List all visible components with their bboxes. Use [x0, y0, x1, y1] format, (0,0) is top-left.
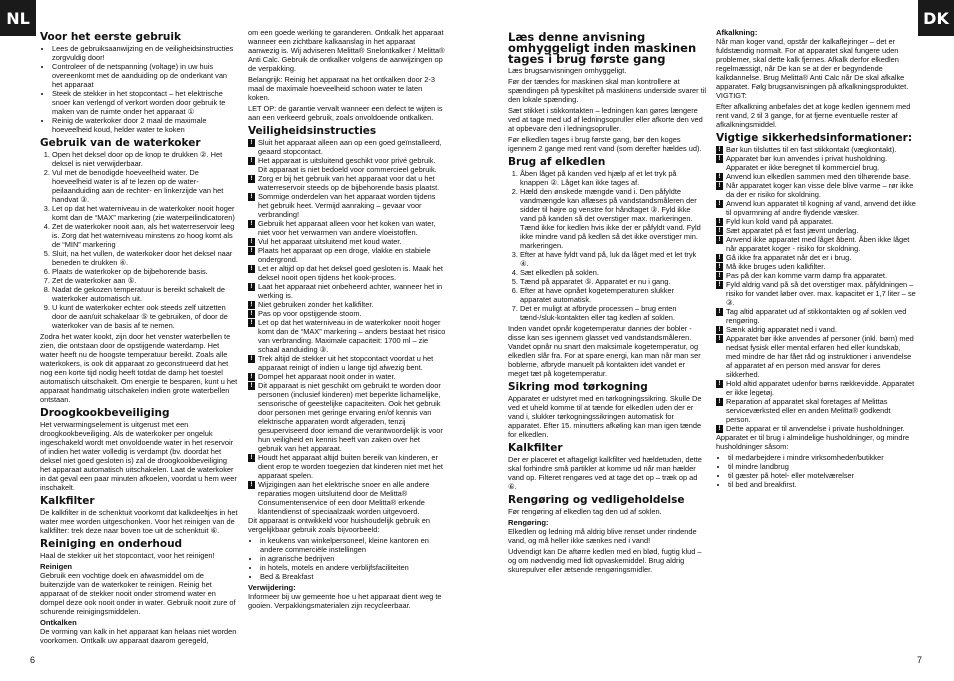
warning-item [248, 354, 446, 372]
paragraph: De kalkfilter in de schenktuit voorkomt dat kalkdeeltjes in het water mee worden uitgeschonken. Voor het reinigen van de kalkfilter: trek deze naar boven toe uit de schenktuit ⑥. [40, 508, 238, 535]
warning-icon: ! [716, 281, 723, 289]
paragraph: Gebruik een vochtige doek en afwasmiddel om de buitenzijde van de waterkoker te reinigen. Reinig het apparaat of de stekker nooit onder stromend water en dompel deze ook nooit onder in water. Gebruik nooit zure of schurende reinigingsmiddelen. [40, 571, 236, 616]
warning-icon: ! [716, 263, 723, 271]
warning-text: Anvend ikke apparatet med låget åbent. Åben ikke låget når apparatet koger - risiko for skoldning. [726, 235, 910, 253]
warning-item [248, 174, 446, 192]
warning-icon: ! [716, 218, 723, 226]
list-item: 4. Zet de waterkoker nooit aan, als het waterreservoir leeg is. Zorg dat het waterniveau minstens zo hoog komt als de “MIN” markering [52, 222, 238, 249]
warning-text: Fyld kun kold vand på apparatet. [726, 217, 834, 226]
warning-item [248, 156, 446, 174]
warning-text: Anvend kun apparatet til kogning af vand, anvend det ikke til opvarmning af andre flydende væsker. [726, 199, 916, 217]
warning-text: Sænk aldrig apparatet ned i vand. [726, 325, 837, 334]
list-item: 4. Sæt elkedlen på soklen. [520, 268, 706, 277]
paragraph: Efter afkalkning anbefales det at koge kedlen igennem med rent vand, 2 til 3 gange, for at fjerne eventuelle rester af afkalkningsmiddel. [716, 102, 911, 129]
warning-text: Dette apparat er til anvendelse i private husholdninger. [726, 424, 905, 433]
paragraph: Apparatet er udstyret med en tørkogningssikring. Skulle De ved et uheld komme til at tænde for elkedlen uden der er vand i, slukker tørkogningssikringen automatisk for apparatet. Efter 15. minutters afkøling kan man igen tænde for elkedlen. [508, 394, 702, 439]
column-dk-1 [508, 28, 706, 646]
warning-text: Laat het apparaat niet onbeheerd achter, wanneer het in werking is. [258, 282, 443, 300]
warning-item [248, 300, 446, 309]
list-item: 6. Efter at have opnået kogetemperaturen slukker apparatet automatisk. [520, 286, 706, 304]
list-item: 9. U kunt de waterkoker echter ook steeds zelf uitzetten door de aan/uit schakelaar ⑤ te gebruiken, of door de waterkoker van de basis af te nemen. [52, 303, 238, 330]
list-item: 5. Sluit, na het vullen, de waterkoker door het deksel naar beneden te drukken ④. [52, 249, 238, 267]
paragraph: Udvendigt kan De aftørre kedlen med en blød, fugtig klud – og om nødvendig med lidt opvaskemiddel. Brug aldrig skurepulver eller ætsende rengøringsmidler. [508, 547, 702, 574]
warning-icon: ! [716, 254, 723, 262]
list-item: 1. Open het deksel door op de knop te drukken ②. Het deksel is niet verwijderbaar. [52, 150, 238, 168]
column-nl-1 [40, 28, 238, 646]
section-heading: Læs denne anvisning omhyggeligt inden maskinen tages i brug første gang [508, 30, 697, 66]
list-item: 1. Åben låget på kanden ved hjælp af et let tryk på knappen ②. Låget kan ikke tages af. [520, 169, 706, 187]
warning-icon: ! [716, 380, 723, 388]
list-item: 5. Tænd på apparatet ⑤. Apparatet er nu i gang. [520, 277, 706, 286]
warning-item [248, 192, 446, 219]
warning-text: Gebruik het apparaat alleen voor het koken van water, niet voor het verwarmen van andere vloeistoffen. [258, 219, 436, 237]
warning-item [716, 154, 916, 172]
section-heading: Reiniging en onderhoud [40, 538, 183, 550]
warning-text: Plaats het apparaat op een droge, vlakke en stabiele ondergrond. [258, 246, 431, 264]
list-item: • til gæster på hotel- eller motelværelser [728, 471, 916, 480]
warning-icon: ! [248, 454, 255, 462]
list-item: • til medarbejdere i mindre virksomheder/butikker [728, 453, 916, 462]
list-item: • til bed and breakfirst. [728, 480, 916, 489]
warning-item [716, 271, 916, 280]
warning-text: Niet gebruiken zonder het kalkfilter. [258, 300, 374, 309]
warning-icon: ! [716, 182, 723, 190]
subheading: Verwijdering: [248, 583, 296, 592]
column-nl-2 [248, 28, 446, 646]
warning-text: Houdt het apparaat altijd buiten bereik van kinderen, er dient erop te worden toegezien dat kinderen niet met het apparaat spelen. [258, 453, 443, 480]
paragraph: Før der tændes for maskinen skal man kontrollere at spændingen på typeskiltet på maskinens underside svarer til den lokale spænding. [508, 77, 706, 104]
column-dk-2 [716, 28, 916, 646]
warning-item [716, 235, 916, 253]
warning-text: Pas på der kan komme varm damp fra apparatet. [726, 271, 888, 280]
warning-item [716, 307, 916, 325]
paragraph: Het verwarmingselement is uitgerust met een droogkookbeveiliging. Als de waterkoker per ongeluk ingeschakeld wordt met onvoldoende water in het reservoir of indien het water volledig is verdampt (bv. doordat het deksel niet goed gesloten is) zal de droogkookbeveiliging het apparaat automatisch uitschakelen. Laat de waterkoker in dat geval een paar minuten afkoelen, voordat u hem weer inschakelt. [40, 420, 237, 492]
paragraph: LET OP: de garantie vervalt wanneer een defect te wijten is aan een verkeerd gebruik, zoals onvoldoende ontkalken. [248, 104, 443, 122]
warning-item [248, 237, 446, 246]
paragraph: Zodra het water kookt, zijn door het venster waterbellen te zien, die ontstaan door de opstijgende waterdamp. Het water heeft nu de hoogste temperatuur bereikt. Zoals alle waterkokers, is ook dit apparaat zo geconstrueerd dat het nog een korte tijd nodig heeft totdat de damp het toestel automatisch uitschakelt. Om energie te besparen, kunt u het apparaat handmatig uitschakelen indien grote waterbellen ontstaan. [40, 332, 238, 404]
warning-icon: ! [248, 238, 255, 246]
warning-icon: ! [716, 227, 723, 235]
warning-icon: ! [716, 425, 723, 433]
warning-item [248, 282, 446, 300]
list-item: • Controleer of de netspanning (voltage) in uw huis overeenkomt met de aanduiding op de onderkant van het apparaat [52, 62, 238, 89]
warning-icon: ! [248, 157, 255, 165]
warning-item [716, 226, 916, 235]
list-item: • in hotels, motels en andere verblijfsfaciliteiten [260, 563, 446, 572]
warning-icon: ! [716, 326, 723, 334]
warning-icon: ! [248, 283, 255, 291]
subheading: Ontkalken [40, 618, 77, 627]
paragraph: Læs brugsanvisningen omhyggeligt. [508, 66, 627, 75]
warning-icon: ! [716, 236, 723, 244]
section-heading: Veiligheidsinstructies [248, 125, 377, 137]
warning-icon: ! [716, 200, 723, 208]
paragraph: Apparatet er til brug i almindelige husholdninger, og mindre husholdninger såsom: [716, 433, 910, 451]
list-item: • til mindre landbrug [728, 462, 916, 471]
paragraph: De vorming van kalk in het apparaat kan helaas niet worden voorkomen. Ontkalk uw apparaat daarom geregeld, [40, 627, 237, 645]
warning-text: Fyld aldrig vand på så det overstiger max. påfyldningen – risiko for vandet løber over. max. kapacitet er 1,7 liter – se ③. [726, 280, 916, 307]
subheading: Rengøring: [508, 518, 549, 527]
list-item: 6. Plaats de waterkoker op de bijbehorende basis. [52, 267, 238, 276]
list-item: 2. Vul met de benodigde hoeveelheid water. De hoeveelheid water is af te lezen op de water-peilaanduiding aan de rechter- en linkerzijde van het handvat ③. [52, 168, 238, 204]
subheading: Afkalkning: [716, 28, 758, 37]
paragraph: Inden vandet opnår kogetemperatur dannes der bobler - disse kan ses igennem glasset ved vandstandsmåleren. Vandet opnår nu snart den maksimale kogetemperatur, og elkedlen slår fra. For at spare energi, kan man når man ser boblerne, afbryde manuelt på kontakten idet vandet er meget tæt på kogetemperatur. [508, 324, 701, 378]
warning-icon: ! [248, 382, 255, 390]
paragraph: om een goede werking te garanderen. Ontkalk het apparaat wanneer een zichtbare kalkaanslag in het apparaat aanwezig is. Wij adviseren Melitta® Snelontkalker / Melitta® Anti Calc. Gebruik de ontkalker volgens de aanwijzingen op de verpakking. [248, 28, 445, 73]
warning-text: Wijzigingen aan het elektrische snoer en alle andere reparaties mogen uitsluitend door de Melitta® Consumentenservice of een door Melitta® erkende klantendienst of speciaalzaak worden uitgevoerd. [258, 480, 430, 516]
section-heading: Droogkookbeveiliging [40, 407, 170, 419]
warning-text: Apparatet bør ikke anvendes af personer (inkl. børn) med nedsat fysisk eller mental erfaren hed eller kundskab, med mindre de har fået råd og instruktioner i anvendelse af apparatet af en person med ansvar for deres sikkerhed. [726, 334, 914, 379]
warning-text: Zorg er bij het gebruik van het apparaat voor dat u het waterreservoir steeds op de bijbehorende basis plaatst. [258, 174, 440, 192]
list-item: • Bed & Breakfast [260, 572, 446, 581]
warning-icon: ! [248, 139, 255, 147]
warning-icon: ! [248, 373, 255, 381]
page-number-right: 7 [916, 655, 922, 665]
list-item: • Steek de stekker in het stopcontact – het elektrische snoer kan verlengd of verkort worden door gebruik te maken van de ruimte onder het apparaat ① [52, 89, 238, 116]
warning-item [716, 262, 916, 271]
warning-text: Sluit het apparaat alleen aan op een goed geïnstalleerd, geaard stopcontact. [258, 138, 442, 156]
warning-text: Pas op voor opstijgende stoom. [258, 309, 362, 318]
paragraph: Haal de stekker uit het stopcontact, voor het reinigen! [40, 551, 215, 560]
warning-item [716, 172, 916, 181]
section-heading: Brug af elkedlen [508, 156, 606, 168]
subheading: Reinigen [40, 562, 73, 571]
list-item: 8. Nadat de gekozen temperatuur is bereikt schakelt de waterkoker automatisch uit. [52, 285, 238, 303]
paragraph: Før elkedlen tages i brug første gang, bør den koges igennem 2 gange med rent vand (som derefter hældes ud). [508, 135, 702, 153]
list-item: 7. Det er muligt at afbryde processen – brug enten tænd-/sluk-kontakten eller tag kedlen af soklen. [520, 304, 706, 322]
warning-icon: ! [248, 193, 255, 201]
warning-item [248, 372, 446, 381]
list-item: 3. Efter at have fyldt vand på, luk da låget med et let tryk ④. [520, 250, 706, 268]
numbered-list [508, 169, 706, 322]
numbered-list [40, 150, 238, 330]
warning-icon: ! [248, 265, 255, 273]
list-item: 7. Zet de waterkoker aan ⑤. [52, 276, 238, 285]
paragraph: Informeer bij uw gemeente hoe u het apparaat dient weg te gooien. Verpakkingsmaterialen zijn recycleerbaar. [248, 592, 442, 610]
warning-text: Hold altid apparatet udenfor børns rækkevidde. Apparatet er ikke legetøj. [726, 379, 915, 397]
warning-icon: ! [248, 247, 255, 255]
warning-text: Reparation af apparatet skal foretages af Melittas serviceværksted eller en anden Melitta® godkendt person. [726, 397, 891, 424]
warning-icon: ! [716, 272, 723, 280]
warning-item [716, 397, 916, 424]
warning-item [716, 181, 916, 199]
language-tab-dk: DK [918, 0, 954, 36]
warning-text: Dompel het apparaat nooit onder in water. [258, 372, 396, 381]
language-tab-nl: NL [0, 0, 36, 36]
warning-text: Trek altijd de stekker uit het stopcontact voordat u het apparaat reinigt of indien u lange tijd afwezig bent. [258, 354, 434, 372]
warning-icon: ! [248, 481, 255, 489]
warning-item [248, 138, 446, 156]
warning-text: Het apparaat is uitsluitend geschikt voor privé gebruik. Dit apparaat is niet bedoeld voor commercieel gebruik. [258, 156, 437, 174]
warning-item [248, 480, 446, 516]
bullet-list [248, 536, 446, 581]
paragraph: Før rengøring af elkedlen tag den ud af soklen. [508, 507, 662, 516]
warning-item [248, 309, 446, 318]
warning-text: Må ikke bruges uden kalkfilter. [726, 262, 826, 271]
warning-text: Bør kun tilsluttes til en fast stikkontakt (vægkontakt). [726, 145, 897, 154]
warning-item [248, 246, 446, 264]
warning-icon: ! [248, 220, 255, 228]
paragraph: Belangrijk: Reinig het apparaat na het ontkalken door 2-3 maal de maximale hoeveelheid schoon water te laten koken. [248, 75, 435, 102]
warning-icon: ! [248, 301, 255, 309]
warning-icon: ! [716, 173, 723, 181]
warning-item [716, 424, 916, 433]
paragraph: Sæt stikket i stikkontakten – ledningen kan gøres længere ved at tage med ud af ledningsopruller eller afkorte den ved at opbevare den i ledningsopruller. [508, 106, 703, 133]
warning-item [716, 145, 916, 154]
warning-text: Let op dat het waterniveau in de waterkoker nooit hoger komt dan de “MAX” markering – anders bestaat het risico van verbranding. Maximale capaciteit: 1700 ml – zie schaal aanduiding ③. [258, 318, 446, 354]
paragraph: Dit apparaat is ontwikkeld voor huishoudelijk gebruik en vergelijkbaar gebruik zoals bijvoorbeeld: [248, 516, 430, 534]
warning-item [716, 217, 916, 226]
section-heading: Voor het eerste gebruik [40, 31, 181, 43]
bullet-list [40, 44, 238, 134]
list-item: • in agrarische bedrijven [260, 554, 446, 563]
section-heading: Rengøring og vedligeholdelse [508, 494, 685, 506]
warning-text: Vul het apparaat uitsluitend met koud water. [258, 237, 402, 246]
warning-text: Sommige onderdelen van het apparaat worden tijdens het gebruik heet. Vermijd aanraking – gevaar voor verbranding! [258, 192, 436, 219]
bullet-list [716, 453, 916, 489]
warning-icon: ! [248, 355, 255, 363]
warning-icon: ! [716, 155, 723, 163]
warning-icon: ! [716, 308, 723, 316]
paragraph: Der er placeret et aftageligt kalkfilter ved hældetuden, dette skal forhindre små partikler at komme ud når man hælder vand op. Filteret rengøres ved at tage det op – træk op ad ⑥. [508, 455, 702, 491]
warning-text: Sæt apparatet på et fast jævnt underlag. [726, 226, 859, 235]
section-heading: Kalkfilter [40, 495, 95, 507]
warning-icon: ! [716, 335, 723, 343]
warning-item [248, 453, 446, 480]
warning-item [716, 280, 916, 307]
warning-icon: ! [248, 319, 255, 327]
warning-icon: ! [248, 175, 255, 183]
list-item: • in keukens van winkelpersoneel, kleine kantoren en andere commerciële instellingen [260, 536, 446, 554]
warning-item [248, 381, 446, 453]
section-heading: Kalkfilter [508, 442, 563, 454]
warning-text: Let er altijd op dat het deksel goed gesloten is. Maak het deksel nooit open tijdens het kook-proces. [258, 264, 443, 282]
list-item: 2. Hæld den ønskede mængde vand i. Den påfyldte vandmængde kan aflæses på vandstandsmåleren der sidder til højre og venstre for håndtaget ③. Fyld ikke vand på kanden så det overstiger max. markeringen. Tænd ikke for kedlen hvis ikke der er påfyldt vand. Fyld ikke mindre vand på kedlen så det ikke overstiger min. markeringen. [520, 187, 706, 250]
warning-icon: ! [716, 146, 723, 154]
warning-icon: ! [248, 310, 255, 318]
warning-item [716, 379, 916, 397]
paragraph: Elkedlen og ledning må aldrig blive renset under rindende vand, og må heller ikke sænkes ned i vand! [508, 527, 697, 545]
section-heading: Sikring mod tørkogning [508, 381, 648, 393]
warning-item [716, 253, 916, 262]
warning-text: Når apparatet koger kan visse dele blive varme – rør ikke da der er risiko for skoldning. [726, 181, 914, 199]
list-item: • Lees de gebruiksaanwijzing en de veiligheidsinstructies zorgvuldig door! [52, 44, 238, 62]
warning-item [716, 334, 916, 379]
list-item: 3. Let op dat het waterniveau in de waterkoker nooit hoger komt dan de “MAX” markering (zie waterpeilindicatoren) [52, 204, 238, 222]
page-number-left: 6 [30, 655, 36, 665]
section-heading: Vigtige sikkerhedsinformationer: [716, 132, 913, 144]
warning-item [716, 325, 916, 334]
warning-text: Dit apparaat is niet geschikt om gebruikt te worden door personen (inclusief kinderen) met beperkte lichamelijke, sensorische of geestelijke capaciteiten. Ook het gebruik door personen met geringe ervaring en/of kennis van elektrische apparaten wordt afgeraden, tenzij gesuperviseerd door iemand die verantwoordelijk is voor hun veiligheid en kennis heeft van zaken over het gebruik van het apparaat. [258, 381, 443, 453]
warning-item [248, 264, 446, 282]
section-heading: Gebruik van de waterkoker [40, 137, 201, 149]
list-item: • Reinig de waterkoker door 2 maal de maximale hoeveelheid koud, helder water te koken [52, 116, 238, 134]
paragraph: Når man koger vand, opstår der kalkaflejringer – det er fuldstændig normalt. For at apparatet skal fungere uden problemer, skal dette kalk fjernes. Afkalk derfor elkedlen regelmæssigt, når De kan se at der er begyndende kalkdannelse. Brug Melitta® Anti Calc når De skal afkalke apparatet. Følg brugsanvisningen på afkalkningsproduktet. VIGTIGT: [716, 37, 909, 100]
warning-item [248, 219, 446, 237]
warning-text: Tag altid apparatet ud af stikkontakten og af soklen ved rengøring. [726, 307, 907, 325]
warning-text: Apparatet bør kun anvendes i privat husholdning. Apparatet er ikke beregnet til kommerciel brug. [726, 154, 888, 172]
warning-icon: ! [716, 398, 723, 406]
warning-item [716, 199, 916, 217]
warning-text: Gå ikke fra apparatet når det er i brug. [726, 253, 852, 262]
warning-text: Anvend kun elkedlen sammen med den tilhørende base. [726, 172, 911, 181]
warning-item [248, 318, 446, 354]
